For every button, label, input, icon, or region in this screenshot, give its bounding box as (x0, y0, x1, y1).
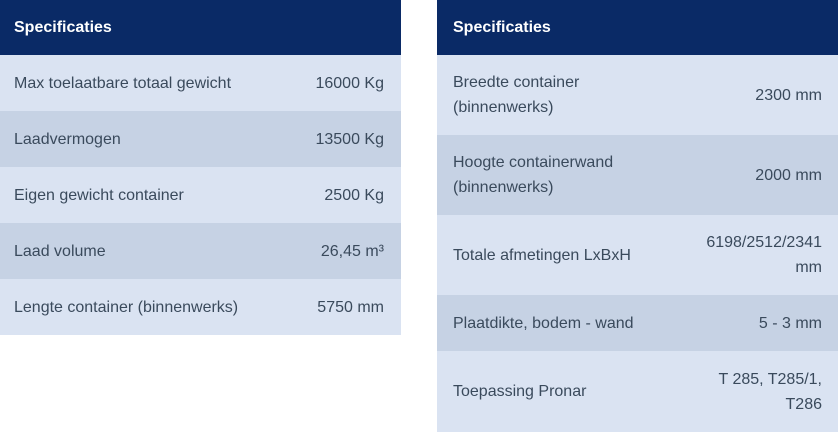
spec-value: 2300 mm (755, 86, 822, 104)
spec-table-title: Specificaties (14, 18, 112, 36)
spec-table-header (0, 0, 401, 55)
spec-label: Totale afmetingen LxBxH (453, 246, 631, 264)
spec-value: 16000 Kg (315, 74, 384, 92)
spec-value (719, 367, 822, 417)
spec-value (706, 230, 822, 280)
spec-label: Eigen gewicht container (14, 186, 184, 204)
spec-label-line: (binnenwerks) (453, 179, 554, 196)
spec-table-title: Specificaties (453, 18, 551, 36)
spec-label: Toepassing Pronar (453, 383, 587, 400)
spec-label-line: Hoogte containerwand (453, 154, 614, 171)
spec-value: 13500 Kg (315, 130, 384, 148)
spec-value-line: mm (795, 259, 822, 276)
spec-label: Max toelaatbare totaal gewicht (14, 74, 232, 92)
spec-label (453, 150, 613, 200)
spec-label: Laadvermogen (14, 130, 121, 148)
spec-table-header (437, 0, 838, 55)
spec-label: Plaatdikte, bodem - wand (453, 314, 634, 332)
spec-value: 5 - 3 mm (758, 314, 822, 332)
spec-row (437, 215, 838, 295)
spec-row (0, 167, 401, 223)
spec-label: Laad volume (14, 242, 106, 260)
spec-value-line: 6198/2512/2341 (706, 234, 822, 251)
spec-label-line: (binnenwerks) (453, 99, 554, 116)
spec-value-line: T 285, T285/1, (718, 370, 822, 388)
spec-label: Lengte container (binnenwerks) (14, 298, 239, 316)
spec-row (0, 223, 401, 279)
spec-table-right (437, 0, 838, 432)
spec-value: 2000 mm (755, 166, 822, 184)
spec-row (0, 111, 401, 167)
spec-row (0, 279, 401, 335)
spec-value: 26,45 m³ (320, 242, 384, 260)
spec-value: 2500 Kg (324, 186, 384, 204)
spec-row (0, 55, 401, 111)
spec-row (437, 351, 838, 432)
spec-row (437, 135, 838, 215)
spec-row (437, 295, 838, 351)
spec-label-line: Breedte container (453, 74, 580, 91)
spec-row (437, 55, 838, 135)
spec-label (453, 70, 579, 120)
spec-value-line: T286 (785, 395, 822, 413)
spec-value: 5750 mm (317, 298, 384, 316)
spec-table-left (0, 0, 401, 335)
